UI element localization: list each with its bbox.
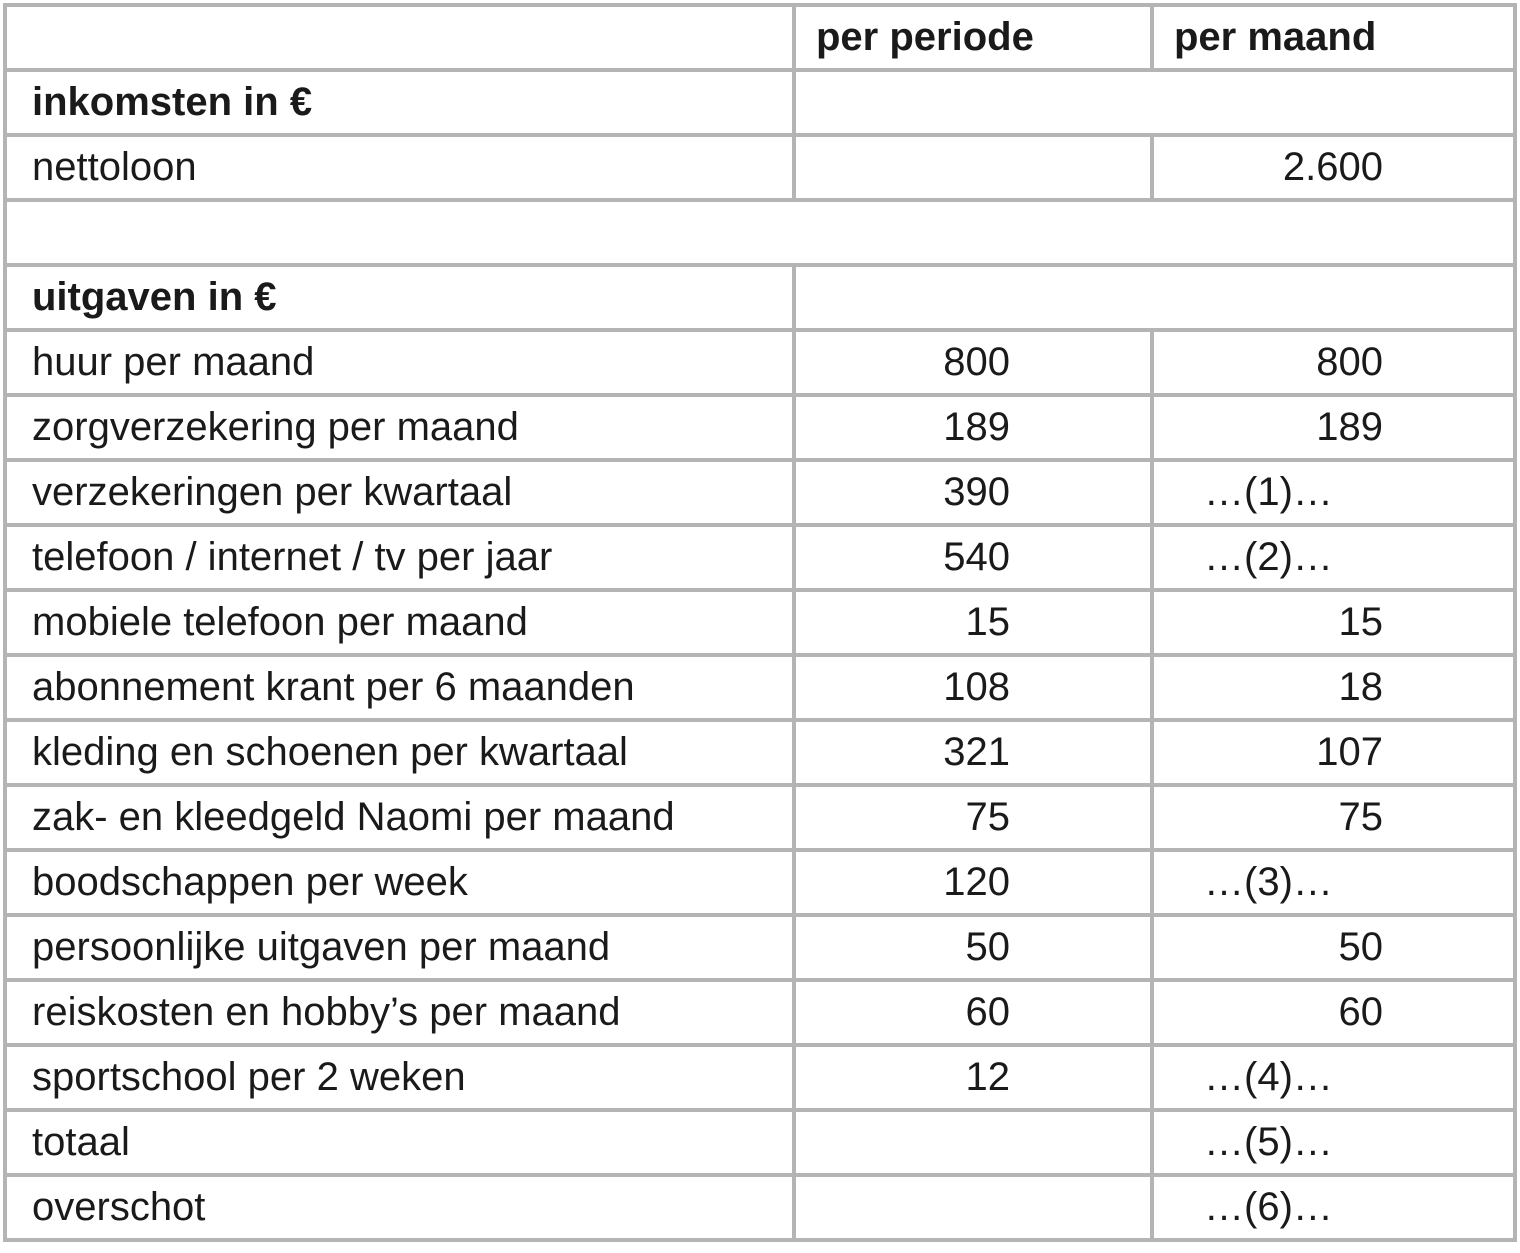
overschot-per-periode-cell xyxy=(794,1175,1152,1240)
totaal-label: totaal xyxy=(5,1110,794,1175)
row-kleding xyxy=(5,720,1515,785)
persoonlijk-per-periode-cell: 50 xyxy=(794,915,1152,980)
overschot-label: overschot xyxy=(5,1175,794,1240)
verzekeringen-label: verzekeringen per kwartaal xyxy=(5,460,794,525)
expenses-section-title: uitgaven in € xyxy=(5,265,794,330)
sportschool-per-periode-cell: 12 xyxy=(794,1045,1152,1110)
abonnement-krant-per-maand-cell: 18 xyxy=(1152,655,1515,720)
row-huur xyxy=(5,330,1515,395)
persoonlijk-per-maand-cell: 50 xyxy=(1152,915,1515,980)
reiskosten-per-maand-cell: 60 xyxy=(1152,980,1515,1045)
telefoon-per-maand-placeholder: …(2)… xyxy=(1152,525,1515,590)
verzekeringen-per-periode-cell: 390 xyxy=(794,460,1152,525)
kleding-label: kleding en schoenen per kwartaal xyxy=(5,720,794,785)
income-section-empty-cell xyxy=(794,70,1515,135)
mobiele-telefoon-per-maand-cell: 15 xyxy=(1152,590,1515,655)
telefoon-per-periode-cell: 540 xyxy=(794,525,1152,590)
row-sportschool xyxy=(5,1045,1515,1110)
huur-per-periode-cell: 800 xyxy=(794,330,1152,395)
header-row xyxy=(5,5,1515,70)
kleding-per-maand-cell: 107 xyxy=(1152,720,1515,785)
kleding-per-periode-cell: 321 xyxy=(794,720,1152,785)
income-section-title: inkomsten in € xyxy=(5,70,794,135)
nettoloon-per-maand-cell: 2.600 xyxy=(1152,135,1515,200)
sportschool-label: sportschool per 2 weken xyxy=(5,1045,794,1110)
nettoloon-label: nettoloon xyxy=(5,135,794,200)
verzekeringen-per-maand-placeholder: …(1)… xyxy=(1152,460,1515,525)
row-abonnement-krant xyxy=(5,655,1515,720)
zakgeld-per-maand-cell: 75 xyxy=(1152,785,1515,850)
boodschappen-per-maand-placeholder: …(3)… xyxy=(1152,850,1515,915)
row-reiskosten xyxy=(5,980,1515,1045)
budget-table xyxy=(3,3,1517,1242)
row-persoonlijk xyxy=(5,915,1515,980)
header-per-maand: per maand xyxy=(1152,5,1515,70)
huur-label: huur per maand xyxy=(5,330,794,395)
row-mobiele-telefoon xyxy=(5,590,1515,655)
abonnement-krant-label: abonnement krant per 6 maanden xyxy=(5,655,794,720)
nettoloon-per-periode-cell xyxy=(794,135,1152,200)
reiskosten-label: reiskosten en hobby’s per maand xyxy=(5,980,794,1045)
income-section-row xyxy=(5,70,1515,135)
huur-per-maand-cell: 800 xyxy=(1152,330,1515,395)
row-boodschappen xyxy=(5,850,1515,915)
telefoon-label: telefoon / internet / tv per jaar xyxy=(5,525,794,590)
row-overschot xyxy=(5,1175,1515,1240)
header-blank-cell xyxy=(5,5,794,70)
persoonlijk-label: persoonlijke uitgaven per maand xyxy=(5,915,794,980)
zorgverzekering-per-periode-cell: 189 xyxy=(794,395,1152,460)
row-telefoon xyxy=(5,525,1515,590)
zakgeld-per-periode-cell: 75 xyxy=(794,785,1152,850)
abonnement-krant-per-periode-cell: 108 xyxy=(794,655,1152,720)
row-totaal xyxy=(5,1110,1515,1175)
row-zakgeld xyxy=(5,785,1515,850)
zorgverzekering-label: zorgverzekering per maand xyxy=(5,395,794,460)
spacer-row xyxy=(5,200,1515,265)
row-zorgverzekering xyxy=(5,395,1515,460)
sportschool-per-maand-placeholder: …(4)… xyxy=(1152,1045,1515,1110)
expenses-section-empty-cell xyxy=(794,265,1515,330)
overschot-per-maand-placeholder: …(6)… xyxy=(1152,1175,1515,1240)
boodschappen-label: boodschappen per week xyxy=(5,850,794,915)
boodschappen-per-periode-cell: 120 xyxy=(794,850,1152,915)
zakgeld-label: zak- en kleedgeld Naomi per maand xyxy=(5,785,794,850)
expenses-section-row xyxy=(5,265,1515,330)
mobiele-telefoon-label: mobiele telefoon per maand xyxy=(5,590,794,655)
zorgverzekering-per-maand-cell: 189 xyxy=(1152,395,1515,460)
row-verzekeringen xyxy=(5,460,1515,525)
totaal-per-periode-cell xyxy=(794,1110,1152,1175)
spacer-cell xyxy=(5,200,1515,265)
totaal-per-maand-placeholder: …(5)… xyxy=(1152,1110,1515,1175)
row-nettoloon xyxy=(5,135,1515,200)
reiskosten-per-periode-cell: 60 xyxy=(794,980,1152,1045)
header-per-periode: per periode xyxy=(794,5,1152,70)
mobiele-telefoon-per-periode-cell: 15 xyxy=(794,590,1152,655)
